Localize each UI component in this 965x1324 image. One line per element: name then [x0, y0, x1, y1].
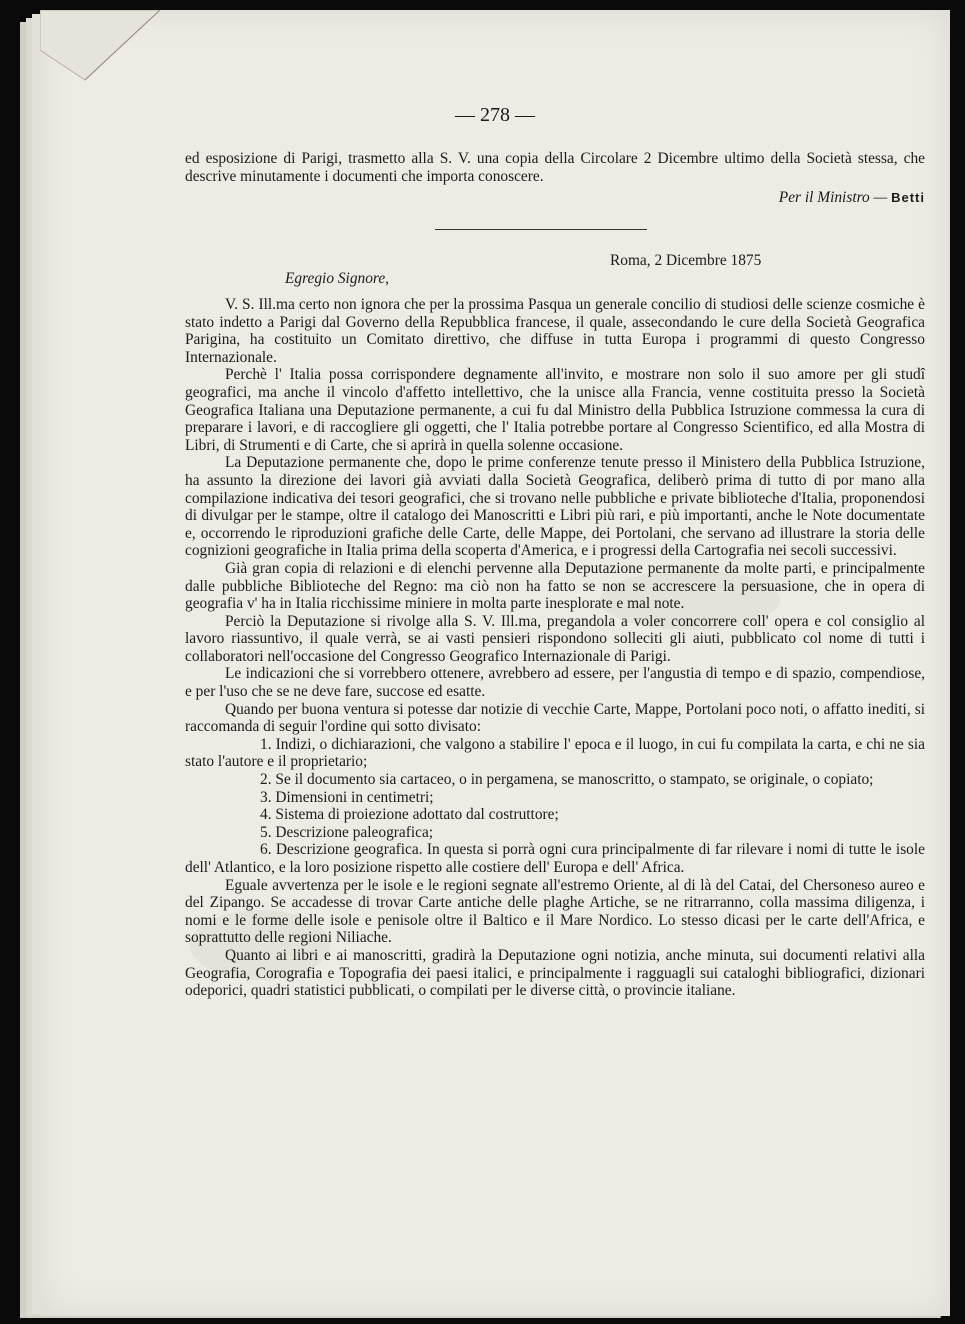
- page-number: — 278 —: [455, 104, 535, 126]
- document-page: [40, 10, 950, 1316]
- list-item: 4. Sistema di proiezione adottato dal costruttore;: [260, 806, 559, 824]
- separator-rule: [435, 229, 647, 230]
- body-paragraph: V. S. Ill.ma certo non ignora che per la prossima Pasqua un generale concilio di studiosi delle scienze cosmiche è stato indetto a Parigi dal Governo della Repubblica francese, il quale, assecondando le cure della Società Geografica Parigina, ha costituito un Comitato direttivo, che diffuse in tutta Europa i programmi di questo Congresso Internazionale.: [185, 296, 925, 366]
- signature-line: [185, 189, 925, 207]
- body-paragraph: Perchè l' Italia possa corrispondere degnamente all'invito, e mostrare non solo il suo amore per gli studî geografici, ma anche il vincolo d'affetto intellettivo, che la unisce alla Francia, venne costituita presso la Società Geografica Italiana una Deputazione permanente, a cui fu dal Ministro della Pubblica Istruzione commessa la cura di preparare i lavori, e di raccogliere gli oggetti, che l' Italia potrebbe portare al Congresso Scientifico, ed alla Mostra di Libri, di Strumenti e di Carte, che si aprirà in quella solenne occasione.: [185, 366, 925, 454]
- body-paragraph: Perciò la Deputazione si rivolge alla S. V. Ill.ma, pregandola a voler concorrere coll' opera e col consiglio al lavoro riassuntivo, il quale verrà, se ai vasti pensieri rispondono solleciti gli aiuti, pubblicato col nome di tutti i collaboratori nell'occasione del Congresso Geografico Internazionale di Parigi.: [185, 612, 925, 665]
- list-item: 6. Descrizione geografica. In questa si porrà ogni cura principalmente di far rilevare i nomi di tutte le isole dell' Atlantico, e la loro posizione rispetto alle costiere dell' Europa e dell' Africa.: [185, 841, 925, 876]
- letter-date: Roma, 2 Dicembre 1875: [610, 252, 762, 269]
- signature-prefix: Per il Ministro —: [778, 189, 888, 207]
- body-paragraph: Le indicazioni che si vorrebbero ottenere, avrebbero ad essere, per l'angustia di tempo e di spazio, compendiose, e per l'uso che se ne deve fare, succose ed esatte.: [185, 665, 925, 701]
- intro-block: [185, 150, 925, 207]
- signature-name: Betti: [891, 190, 925, 206]
- list-item: 1. Indizi, o dichiarazioni, che valgono a stabilire l' epoca e il luogo, in cui fu compilata la carta, e chi ne sia stato l'autore e il proprietario;: [185, 735, 925, 771]
- body-paragraph: Già gran copia di relazioni e di elenchi pervenne alla Deputazione permanente da molte parti, e principalmente dalle pubbliche Biblioteche del Regno: ma ciò non ha fatto se non se accrescere la persuasione, che in opera di geografia v' ha in Italia ricchissime miniere in molta parte inesplorate e mal note.: [185, 559, 925, 613]
- list-item: 5. Descrizione paleografica;: [260, 823, 434, 841]
- list-item: 3. Dimensioni in centimetri;: [260, 788, 434, 806]
- body-paragraph: Quando per buona ventura si potesse dar notizie di vecchie Carte, Mappe, Portolani poco noti, o affatto inediti, si raccomanda di seguir l'ordine qui sotto divisato:: [185, 700, 925, 736]
- list-item: 2. Se il documento sia cartaceo, o in pergamena, se manoscritto, o stampato, se originale, o copiato;: [260, 771, 874, 789]
- letter-salutation: Egregio Signore,: [285, 270, 390, 287]
- body-paragraph: La Deputazione permanente che, dopo le prime conferenze tenute presso il Ministero della Pubblica Istruzione, ha assunto la direzione dei lavori già avviati dalla Società Geografica, deliberò prima di tutto di por mano alla compilazione indicativa dei tesori geografici, che si trovano nelle pubbliche e private biblioteche d'Italia, proponendosi di divulgar per le stampe, oltre il catalogo dei Manoscritti e Libri più rari, e più importanti, anche le Note documentate e, occorrendo le riproduzioni grafiche delle Carte, delle Mappe, dei Portolani, che servano ad illustrare la storia delle cognizioni geografiche in Italia prima della scoperta d'America, e i progressi della Cartografia nei secoli successivi.: [185, 454, 925, 560]
- closing-paragraph: Eguale avvertenza per le isole e le regioni segnate all'estremo Oriente, al di là del Catai, del Chersoneso aureo e del Zipango. Se accadesse di trovar Carte antiche delle plaghe Artiche, se ne ritrarranno, colla massima diligenza, i nomi e le forme delle isole e penisole oltre il Baltico e il Mare Nordico. Lo stesso dicasi per le carte dell'Africa, e soprattutto delle regioni Niliache.: [185, 876, 925, 947]
- folded-corner-mark: [40, 10, 160, 95]
- intro-paragraph: ed esposizione di Parigi, trasmetto alla S. V. una copia della Circolare 2 Dicembre ultimo della Società stessa, che descrive minutamente i documenti che importa conoscere.: [185, 150, 925, 185]
- closing-paragraph: Quanto ai libri e ai manoscritti, gradirà la Deputazione ogni notizia, anche minuta, sui documenti relativi alla Geografia, Corografia e Topografia dei paesi italici, e principalmente i ragguagli sui cataloghi bibliografici, dizionari odeporici, quadri statistici pubblicati, o compilati per le diverse città, o provincie italiane.: [185, 946, 925, 1000]
- letter-body: [185, 296, 925, 1000]
